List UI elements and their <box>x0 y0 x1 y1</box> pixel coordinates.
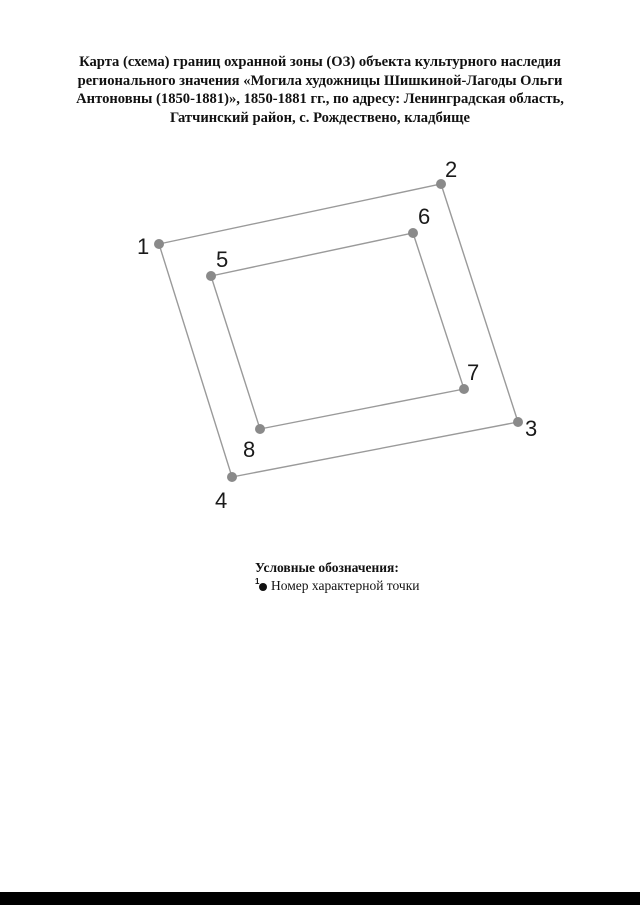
map-title: Карта (схема) границ охранной зоны (ОЗ) объекта культурного наследия регионального значения «Могила художницы Шишкиной-Лагоды Ольги Антоновны (1850-1881)», 1850-1881 гг., по адресу: Ленинградская область, Гатчинский район, с. Рождествено, кладбище <box>76 54 564 126</box>
legend-description: Номер характерной точки <box>271 578 420 593</box>
point-2-label: 2 <box>445 157 458 182</box>
point-1-label: 1 <box>137 234 150 259</box>
point-5-marker <box>206 271 216 281</box>
point-8-label: 8 <box>243 437 256 462</box>
point-7-label: 7 <box>467 360 480 385</box>
legend-dot-icon <box>259 583 267 591</box>
point-8-marker <box>255 424 265 434</box>
inner-boundary <box>211 233 464 429</box>
point-3-label: 3 <box>525 416 538 441</box>
point-1-marker <box>154 239 164 249</box>
point-7-marker <box>459 384 469 394</box>
outer-boundary <box>159 184 518 477</box>
legend-title: Условные обозначения: <box>255 560 399 575</box>
point-4-label: 4 <box>215 488 228 513</box>
point-symbol-icon <box>255 578 269 594</box>
scan-bottom-edge <box>0 892 640 905</box>
point-4-marker <box>227 472 237 482</box>
point-6-label: 6 <box>418 204 431 229</box>
point-3-marker <box>513 417 523 427</box>
legend-symbol-number: 1 <box>255 577 260 586</box>
legend-item <box>255 578 420 594</box>
point-5-label: 5 <box>216 247 229 272</box>
legend <box>255 560 420 594</box>
point-6-marker <box>408 228 418 238</box>
